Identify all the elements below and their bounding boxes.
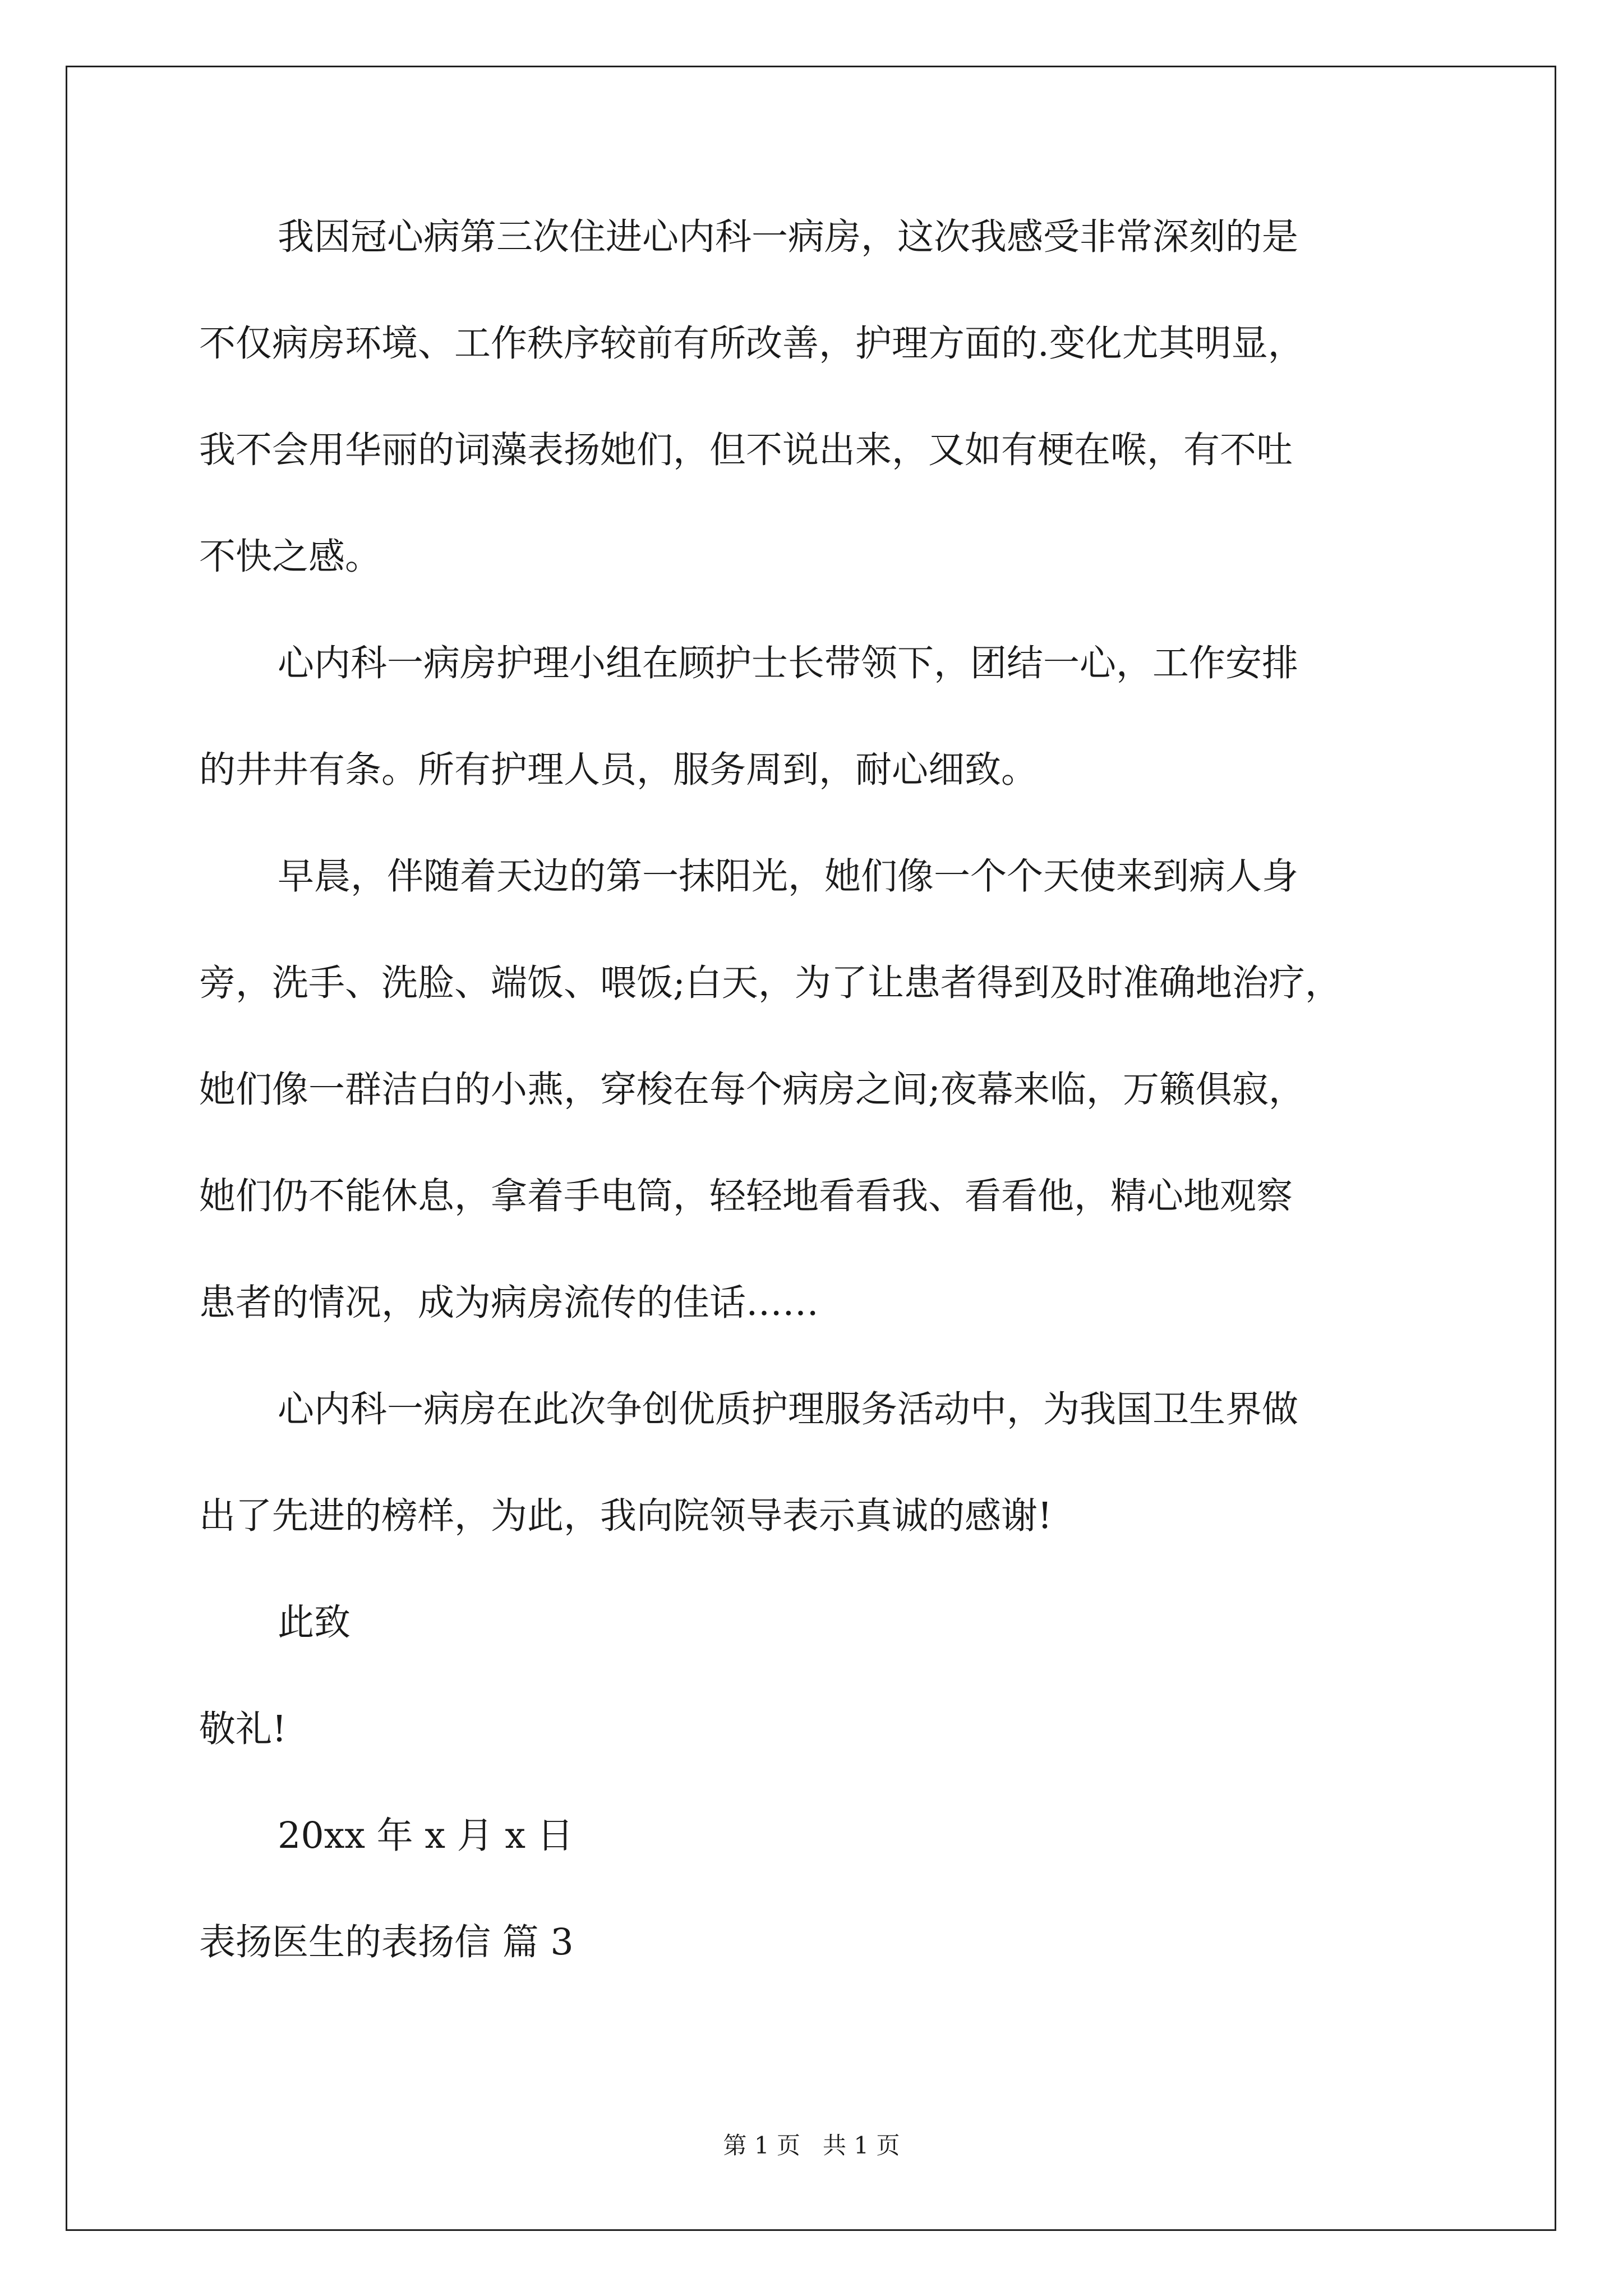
- closing-phrase: 此致: [278, 1602, 351, 1644]
- text-line: 她们仍不能休息，拿着手电筒，轻轻地看看我、看看他，精心地观察: [199, 1175, 1293, 1217]
- text-line: 出了先进的榜样，为此，我向院领导表示真诚的感谢!: [199, 1495, 1053, 1537]
- text-line: 的井井有条。所有护理人员，服务周到，耐心细致。: [199, 749, 1038, 791]
- text-line: 患者的情况，成为病房流传的佳话……: [199, 1282, 819, 1324]
- text-line: 她们像一群洁白的小燕，穿梭在每个病房之间;夜幕来临，万籁俱寂，: [199, 1069, 1305, 1111]
- text-line: 心内科一病房护理小组在顾护士长带领下，团结一心，工作安排: [278, 642, 1299, 684]
- text-line: 不仅病房环境、工作秩序较前有所改善，护理方面的.变化尤其明显，: [199, 323, 1304, 365]
- page-border: [66, 66, 1556, 2231]
- text-line: 旁，洗手、洗脸、端饭、喂饭;白天，为了让患者得到及时准确地治疗，: [199, 962, 1341, 1004]
- text-line: 我因冠心病第三次住进心内科一病房，这次我感受非常深刻的是: [278, 216, 1299, 258]
- salutation: 敬礼!: [199, 1708, 287, 1750]
- text-line: 我不会用华丽的词藻表扬她们，但不说出来，又如有梗在喉，有不吐: [199, 429, 1293, 471]
- page-footer: 第 1 页 共 1 页: [723, 2132, 900, 2159]
- letter-date: 20xx 年 x 月 x 日: [278, 1815, 574, 1857]
- text-line: 心内科一病房在此次争创优质护理服务活动中，为我国卫生界做: [278, 1388, 1299, 1430]
- text-line: 早晨，伴随着天边的第一抹阳光，她们像一个个天使来到病人身: [278, 855, 1299, 898]
- text-line: 不快之感。: [199, 536, 382, 578]
- section-heading: 表扬医生的表扬信 篇 3: [199, 1921, 574, 1963]
